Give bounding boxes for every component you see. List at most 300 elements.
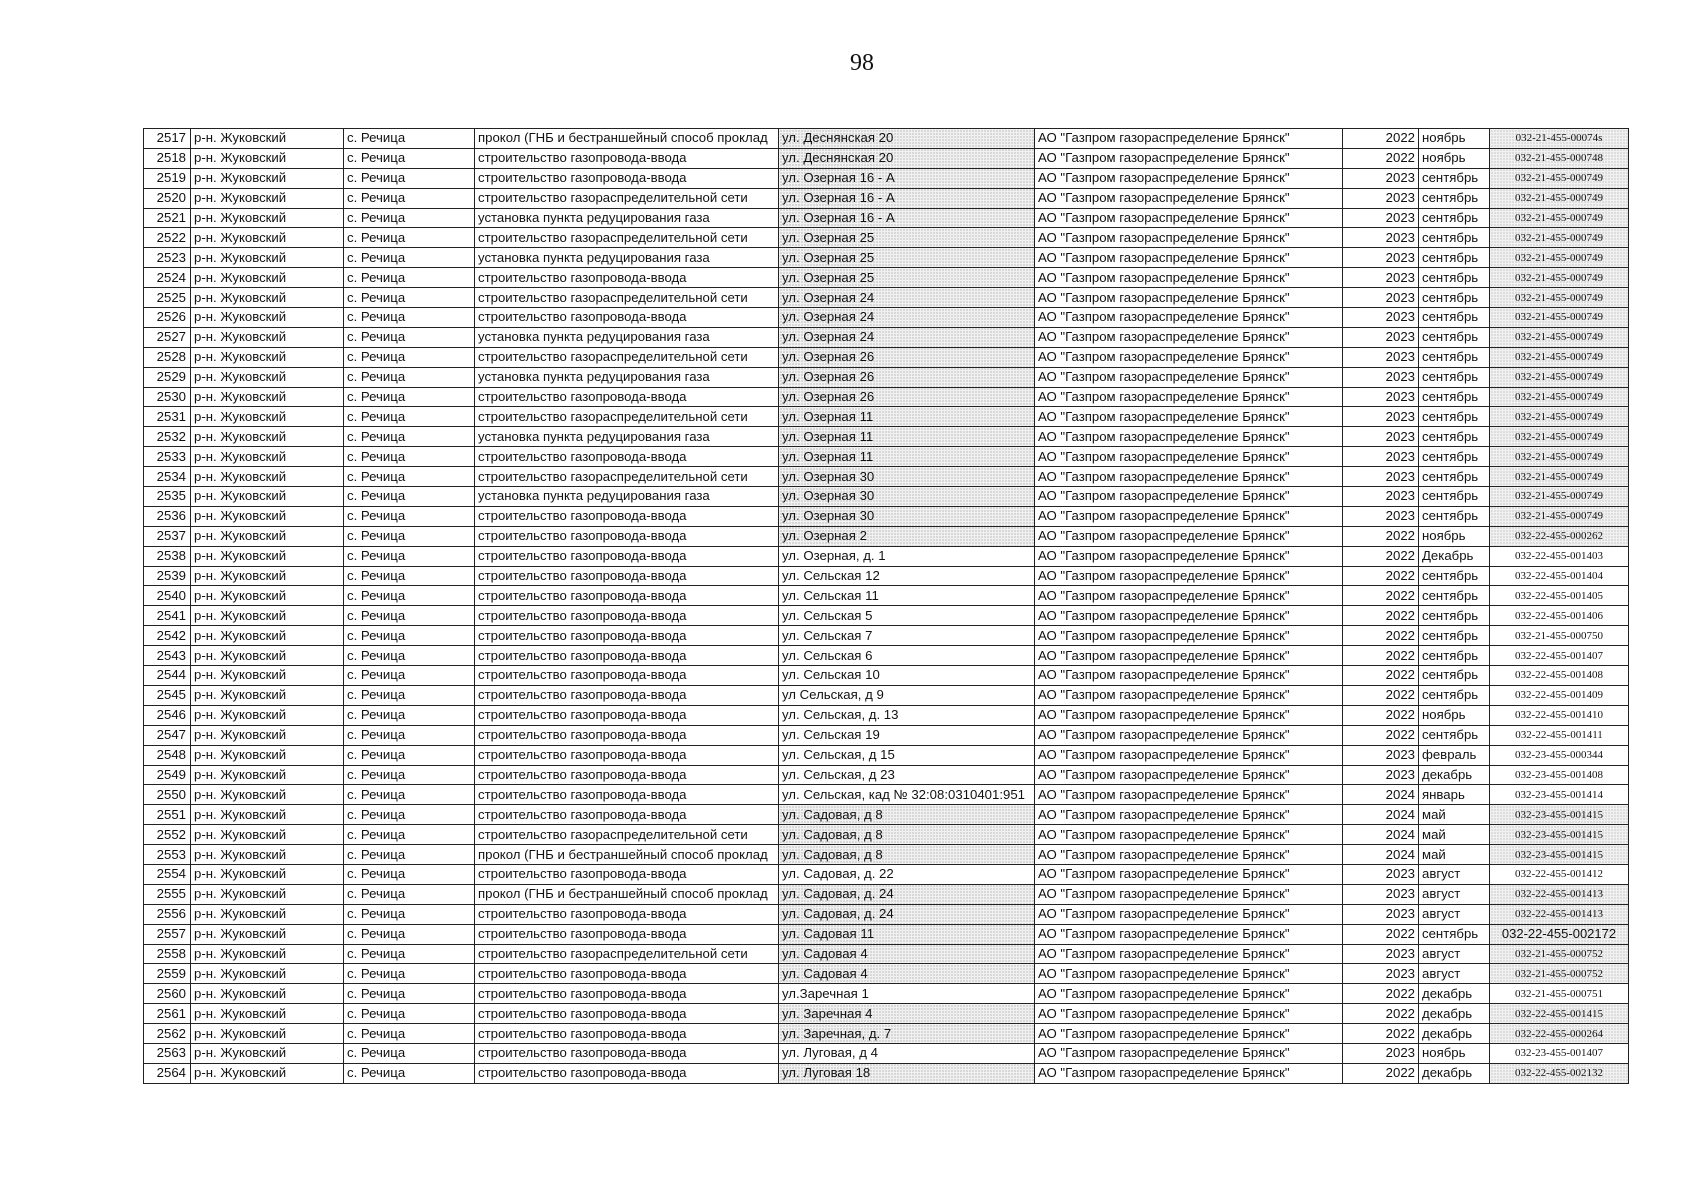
- organization-cell: АО "Газпром газораспределение Брянск": [1035, 725, 1343, 745]
- month-cell: декабрь: [1419, 984, 1490, 1004]
- year-cell: 2023: [1343, 168, 1419, 188]
- address-cell: ул.Заречная 1: [779, 984, 1035, 1004]
- month-cell: май: [1419, 805, 1490, 825]
- month-cell: январь: [1419, 785, 1490, 805]
- work-type-cell: установка пункта редуцирования газа: [475, 248, 779, 268]
- year-cell: 2022: [1343, 626, 1419, 646]
- row-number: 2526: [144, 308, 191, 328]
- permit-code-cell: 032-22-455-001412: [1490, 864, 1629, 884]
- organization-cell: АО "Газпром газораспределение Брянск": [1035, 288, 1343, 308]
- year-cell: 2022: [1343, 1024, 1419, 1044]
- table-row: [144, 884, 1629, 904]
- address-cell: ул. Садовая 4: [779, 944, 1035, 964]
- table-row: [144, 148, 1629, 168]
- village-cell: с. Речица: [344, 168, 475, 188]
- year-cell: 2023: [1343, 447, 1419, 467]
- district-cell: р-н. Жуковский: [191, 725, 344, 745]
- row-number: 2553: [144, 845, 191, 865]
- work-type-cell: строительство газопровода-ввода: [475, 924, 779, 944]
- work-type-cell: строительство газопровода-ввода: [475, 546, 779, 566]
- table-row: [144, 666, 1629, 686]
- address-cell: ул. Озерная 24: [779, 308, 1035, 328]
- year-cell: 2022: [1343, 984, 1419, 1004]
- work-type-cell: строительство газопровода-ввода: [475, 506, 779, 526]
- address-cell: ул. Озерная 11: [779, 447, 1035, 467]
- permit-code-cell: 032-22-455-001413: [1490, 884, 1629, 904]
- year-cell: 2024: [1343, 785, 1419, 805]
- village-cell: с. Речица: [344, 984, 475, 1004]
- year-cell: 2022: [1343, 1004, 1419, 1024]
- district-cell: р-н. Жуковский: [191, 785, 344, 805]
- district-cell: р-н. Жуковский: [191, 268, 344, 288]
- work-type-cell: строительство газопровода-ввода: [475, 745, 779, 765]
- row-number: 2529: [144, 367, 191, 387]
- table-row: [144, 785, 1629, 805]
- work-type-cell: строительство газопровода-ввода: [475, 904, 779, 924]
- table-row: [144, 805, 1629, 825]
- district-cell: р-н. Жуковский: [191, 407, 344, 427]
- table-row: [144, 825, 1629, 845]
- table-row: [144, 129, 1629, 149]
- table-row: [144, 1043, 1629, 1063]
- district-cell: р-н. Жуковский: [191, 487, 344, 507]
- organization-cell: АО "Газпром газораспределение Брянск": [1035, 467, 1343, 487]
- table-row: [144, 586, 1629, 606]
- organization-cell: АО "Газпром газораспределение Брянск": [1035, 825, 1343, 845]
- address-cell: ул. Сельская 12: [779, 566, 1035, 586]
- organization-cell: АО "Газпром газораспределение Брянск": [1035, 845, 1343, 865]
- row-number: 2537: [144, 526, 191, 546]
- organization-cell: АО "Газпром газораспределение Брянск": [1035, 407, 1343, 427]
- work-type-cell: установка пункта редуцирования газа: [475, 427, 779, 447]
- district-cell: р-н. Жуковский: [191, 546, 344, 566]
- district-cell: р-н. Жуковский: [191, 1024, 344, 1044]
- district-cell: р-н. Жуковский: [191, 765, 344, 785]
- table-row: [144, 1063, 1629, 1083]
- address-cell: ул. Озерная 26: [779, 387, 1035, 407]
- row-number: 2542: [144, 626, 191, 646]
- year-cell: 2023: [1343, 884, 1419, 904]
- year-cell: 2023: [1343, 327, 1419, 347]
- address-cell: ул. Сельская 5: [779, 606, 1035, 626]
- row-number: 2533: [144, 447, 191, 467]
- organization-cell: АО "Газпром газораспределение Брянск": [1035, 626, 1343, 646]
- year-cell: 2024: [1343, 805, 1419, 825]
- organization-cell: АО "Газпром газораспределение Брянск": [1035, 646, 1343, 666]
- organization-cell: АО "Газпром газораспределение Брянск": [1035, 129, 1343, 149]
- village-cell: с. Речица: [344, 705, 475, 725]
- work-type-cell: строительство газопровода-ввода: [475, 1024, 779, 1044]
- permit-code-cell: 032-22-455-002172: [1490, 924, 1629, 944]
- organization-cell: АО "Газпром газораспределение Брянск": [1035, 506, 1343, 526]
- district-cell: р-н. Жуковский: [191, 864, 344, 884]
- month-cell: сентябрь: [1419, 387, 1490, 407]
- address-cell: ул. Сельская, д 23: [779, 765, 1035, 785]
- village-cell: с. Речица: [344, 288, 475, 308]
- address-cell: ул. Озерная 26: [779, 347, 1035, 367]
- month-cell: май: [1419, 845, 1490, 865]
- district-cell: р-н. Жуковский: [191, 208, 344, 228]
- district-cell: р-н. Жуковский: [191, 188, 344, 208]
- row-number: 2530: [144, 387, 191, 407]
- address-cell: ул. Садовая, д. 22: [779, 864, 1035, 884]
- month-cell: сентябрь: [1419, 407, 1490, 427]
- district-cell: р-н. Жуковский: [191, 248, 344, 268]
- row-number: 2524: [144, 268, 191, 288]
- table-row: [144, 685, 1629, 705]
- address-cell: ул. Озерная 25: [779, 268, 1035, 288]
- year-cell: 2023: [1343, 427, 1419, 447]
- organization-cell: АО "Газпром газораспределение Брянск": [1035, 347, 1343, 367]
- table-row: [144, 407, 1629, 427]
- row-number: 2550: [144, 785, 191, 805]
- row-number: 2559: [144, 964, 191, 984]
- permit-code-cell: 032-21-455-000749: [1490, 427, 1629, 447]
- district-cell: р-н. Жуковский: [191, 228, 344, 248]
- year-cell: 2023: [1343, 208, 1419, 228]
- row-number: 2540: [144, 586, 191, 606]
- work-type-cell: строительство газопровода-ввода: [475, 308, 779, 328]
- row-number: 2541: [144, 606, 191, 626]
- permit-code-cell: 032-21-455-000749: [1490, 248, 1629, 268]
- table-row: [144, 626, 1629, 646]
- district-cell: р-н. Жуковский: [191, 884, 344, 904]
- year-cell: 2023: [1343, 188, 1419, 208]
- permit-code-cell: 032-22-455-001413: [1490, 904, 1629, 924]
- permit-code-cell: 032-23-455-001415: [1490, 845, 1629, 865]
- row-number: 2520: [144, 188, 191, 208]
- work-type-cell: строительство газопровода-ввода: [475, 964, 779, 984]
- work-type-cell: установка пункта редуцирования газа: [475, 327, 779, 347]
- table-row: [144, 924, 1629, 944]
- table-row: [144, 308, 1629, 328]
- work-type-cell: строительство газопровода-ввода: [475, 705, 779, 725]
- year-cell: 2022: [1343, 129, 1419, 149]
- address-cell: ул. Сельская 11: [779, 586, 1035, 606]
- district-cell: р-н. Жуковский: [191, 168, 344, 188]
- table-row: [144, 566, 1629, 586]
- work-type-cell: строительство газопровода-ввода: [475, 805, 779, 825]
- organization-cell: АО "Газпром газораспределение Брянск": [1035, 327, 1343, 347]
- work-type-cell: строительство газораспределительной сети: [475, 467, 779, 487]
- organization-cell: АО "Газпром газораспределение Брянск": [1035, 248, 1343, 268]
- month-cell: август: [1419, 864, 1490, 884]
- table-row: [144, 944, 1629, 964]
- village-cell: с. Речица: [344, 407, 475, 427]
- village-cell: с. Речица: [344, 268, 475, 288]
- address-cell: ул. Луговая, д 4: [779, 1043, 1035, 1063]
- village-cell: с. Речица: [344, 944, 475, 964]
- year-cell: 2023: [1343, 904, 1419, 924]
- district-cell: р-н. Жуковский: [191, 626, 344, 646]
- village-cell: с. Речица: [344, 626, 475, 646]
- organization-cell: АО "Газпром газораспределение Брянск": [1035, 586, 1343, 606]
- address-cell: ул. Озерная 16 - А: [779, 208, 1035, 228]
- address-cell: ул. Сельская, д. 13: [779, 705, 1035, 725]
- permit-code-cell: 032-21-455-000752: [1490, 944, 1629, 964]
- month-cell: декабрь: [1419, 765, 1490, 785]
- address-cell: ул. Озерная 11: [779, 427, 1035, 447]
- address-cell: ул. Деснянская 20: [779, 148, 1035, 168]
- district-cell: р-н. Жуковский: [191, 586, 344, 606]
- row-number: 2557: [144, 924, 191, 944]
- permit-code-cell: 032-22-455-001408: [1490, 666, 1629, 686]
- organization-cell: АО "Газпром газораспределение Брянск": [1035, 566, 1343, 586]
- district-cell: р-н. Жуковский: [191, 367, 344, 387]
- work-type-cell: строительство газопровода-ввода: [475, 1043, 779, 1063]
- month-cell: сентябрь: [1419, 586, 1490, 606]
- organization-cell: АО "Газпром газораспределение Брянск": [1035, 944, 1343, 964]
- village-cell: с. Речица: [344, 825, 475, 845]
- month-cell: сентябрь: [1419, 208, 1490, 228]
- district-cell: р-н. Жуковский: [191, 646, 344, 666]
- table-row: [144, 705, 1629, 725]
- district-cell: р-н. Жуковский: [191, 964, 344, 984]
- work-type-cell: строительство газопровода-ввода: [475, 785, 779, 805]
- address-cell: ул. Сельская, д 15: [779, 745, 1035, 765]
- permit-code-cell: 032-21-455-000749: [1490, 308, 1629, 328]
- work-type-cell: строительство газораспределительной сети: [475, 825, 779, 845]
- village-cell: с. Речица: [344, 447, 475, 467]
- year-cell: 2022: [1343, 586, 1419, 606]
- organization-cell: АО "Газпром газораспределение Брянск": [1035, 208, 1343, 228]
- month-cell: сентябрь: [1419, 228, 1490, 248]
- address-cell: ул. Сельская 10: [779, 666, 1035, 686]
- permit-code-cell: 032-22-455-001409: [1490, 685, 1629, 705]
- permit-code-cell: 032-21-455-000749: [1490, 327, 1629, 347]
- permit-code-cell: 032-21-455-000748: [1490, 148, 1629, 168]
- work-type-cell: строительство газораспределительной сети: [475, 188, 779, 208]
- permit-code-cell: 032-22-455-001406: [1490, 606, 1629, 626]
- row-number: 2525: [144, 288, 191, 308]
- village-cell: с. Речица: [344, 487, 475, 507]
- address-cell: ул. Озерная 16 - А: [779, 168, 1035, 188]
- row-number: 2536: [144, 506, 191, 526]
- month-cell: февраль: [1419, 745, 1490, 765]
- year-cell: 2022: [1343, 546, 1419, 566]
- permit-code-cell: 032-21-455-000749: [1490, 447, 1629, 467]
- district-cell: р-н. Жуковский: [191, 447, 344, 467]
- month-cell: август: [1419, 964, 1490, 984]
- permit-code-cell: 032-22-455-001403: [1490, 546, 1629, 566]
- address-cell: ул. Сельская 6: [779, 646, 1035, 666]
- work-type-cell: строительство газопровода-ввода: [475, 526, 779, 546]
- month-cell: сентябрь: [1419, 924, 1490, 944]
- work-type-cell: строительство газопровода-ввода: [475, 685, 779, 705]
- permit-code-cell: 032-21-455-000752: [1490, 964, 1629, 984]
- organization-cell: АО "Газпром газораспределение Брянск": [1035, 427, 1343, 447]
- work-type-cell: строительство газопровода-ввода: [475, 646, 779, 666]
- row-number: 2521: [144, 208, 191, 228]
- district-cell: р-н. Жуковский: [191, 944, 344, 964]
- permit-code-cell: 032-23-455-001415: [1490, 805, 1629, 825]
- organization-cell: АО "Газпром газораспределение Брянск": [1035, 884, 1343, 904]
- permit-code-cell: 032-23-455-000344: [1490, 745, 1629, 765]
- district-cell: р-н. Жуковский: [191, 327, 344, 347]
- address-cell: ул. Заречная, д. 7: [779, 1024, 1035, 1044]
- permit-code-cell: 032-22-455-002132: [1490, 1063, 1629, 1083]
- village-cell: с. Речица: [344, 1024, 475, 1044]
- table-row: [144, 387, 1629, 407]
- month-cell: сентябрь: [1419, 168, 1490, 188]
- organization-cell: АО "Газпром газораспределение Брянск": [1035, 308, 1343, 328]
- work-type-cell: строительство газопровода-ввода: [475, 586, 779, 606]
- permit-code-cell: 032-22-455-001411: [1490, 725, 1629, 745]
- year-cell: 2023: [1343, 367, 1419, 387]
- village-cell: с. Речица: [344, 367, 475, 387]
- month-cell: декабрь: [1419, 1004, 1490, 1024]
- district-cell: р-н. Жуковский: [191, 845, 344, 865]
- address-cell: ул. Садовая, д. 24: [779, 884, 1035, 904]
- address-cell: ул. Луговая 18: [779, 1063, 1035, 1083]
- organization-cell: АО "Газпром газораспределение Брянск": [1035, 268, 1343, 288]
- permit-code-cell: 032-21-455-000749: [1490, 268, 1629, 288]
- district-cell: р-н. Жуковский: [191, 347, 344, 367]
- district-cell: р-н. Жуковский: [191, 984, 344, 1004]
- table-row: [144, 268, 1629, 288]
- table-row: [144, 845, 1629, 865]
- permit-code-cell: 032-21-455-000749: [1490, 407, 1629, 427]
- work-type-cell: строительство газопровода-ввода: [475, 447, 779, 467]
- work-type-cell: строительство газораспределительной сети: [475, 288, 779, 308]
- table-row: [144, 506, 1629, 526]
- permit-code-cell: 032-23-455-001407: [1490, 1043, 1629, 1063]
- month-cell: сентябрь: [1419, 347, 1490, 367]
- work-type-cell: строительство газопровода-ввода: [475, 566, 779, 586]
- village-cell: с. Речица: [344, 1004, 475, 1024]
- table-row: [144, 646, 1629, 666]
- row-number: 2549: [144, 765, 191, 785]
- month-cell: сентябрь: [1419, 487, 1490, 507]
- permit-code-cell: 032-21-455-000749: [1490, 208, 1629, 228]
- row-number: 2544: [144, 666, 191, 686]
- village-cell: с. Речица: [344, 745, 475, 765]
- address-cell: ул. Садовая, д 8: [779, 805, 1035, 825]
- row-number: 2564: [144, 1063, 191, 1083]
- permit-code-cell: 032-22-455-000264: [1490, 1024, 1629, 1044]
- year-cell: 2023: [1343, 268, 1419, 288]
- month-cell: сентябрь: [1419, 248, 1490, 268]
- village-cell: с. Речица: [344, 347, 475, 367]
- address-cell: ул. Садовая 4: [779, 964, 1035, 984]
- registry-table: [143, 128, 1629, 1084]
- permit-code-cell: 032-22-455-001410: [1490, 705, 1629, 725]
- village-cell: с. Речица: [344, 467, 475, 487]
- table-row: [144, 725, 1629, 745]
- village-cell: с. Речица: [344, 586, 475, 606]
- row-number: 2527: [144, 327, 191, 347]
- address-cell: ул. Сельская 7: [779, 626, 1035, 646]
- organization-cell: АО "Газпром газораспределение Брянск": [1035, 228, 1343, 248]
- row-number: 2531: [144, 407, 191, 427]
- village-cell: с. Речица: [344, 805, 475, 825]
- village-cell: с. Речица: [344, 765, 475, 785]
- month-cell: ноябрь: [1419, 1043, 1490, 1063]
- row-number: 2562: [144, 1024, 191, 1044]
- row-number: 2539: [144, 566, 191, 586]
- village-cell: с. Речица: [344, 864, 475, 884]
- organization-cell: АО "Газпром газораспределение Брянск": [1035, 606, 1343, 626]
- work-type-cell: установка пункта редуцирования газа: [475, 208, 779, 228]
- village-cell: с. Речица: [344, 526, 475, 546]
- month-cell: август: [1419, 944, 1490, 964]
- year-cell: 2023: [1343, 487, 1419, 507]
- permit-code-cell: 032-21-455-000749: [1490, 188, 1629, 208]
- district-cell: р-н. Жуковский: [191, 526, 344, 546]
- work-type-cell: строительство газопровода-ввода: [475, 148, 779, 168]
- address-cell: ул. Озерная 30: [779, 487, 1035, 507]
- table-row: [144, 606, 1629, 626]
- row-number: 2552: [144, 825, 191, 845]
- organization-cell: АО "Газпром газораспределение Брянск": [1035, 387, 1343, 407]
- village-cell: с. Речица: [344, 725, 475, 745]
- permit-code-cell: 032-21-455-00074s: [1490, 129, 1629, 149]
- district-cell: р-н. Жуковский: [191, 1043, 344, 1063]
- row-number: 2555: [144, 884, 191, 904]
- row-number: 2517: [144, 129, 191, 149]
- organization-cell: АО "Газпром газораспределение Брянск": [1035, 148, 1343, 168]
- row-number: 2534: [144, 467, 191, 487]
- permit-code-cell: 032-21-455-000749: [1490, 467, 1629, 487]
- work-type-cell: установка пункта редуцирования газа: [475, 367, 779, 387]
- permit-code-cell: 032-21-455-000751: [1490, 984, 1629, 1004]
- year-cell: 2023: [1343, 228, 1419, 248]
- address-cell: ул. Садовая 11: [779, 924, 1035, 944]
- table-row: [144, 228, 1629, 248]
- year-cell: 2022: [1343, 566, 1419, 586]
- address-cell: ул. Озерная 2: [779, 526, 1035, 546]
- village-cell: с. Речица: [344, 248, 475, 268]
- village-cell: с. Речица: [344, 646, 475, 666]
- organization-cell: АО "Газпром газораспределение Брянск": [1035, 964, 1343, 984]
- year-cell: 2023: [1343, 864, 1419, 884]
- address-cell: ул. Озерная 24: [779, 288, 1035, 308]
- month-cell: сентябрь: [1419, 566, 1490, 586]
- village-cell: с. Речица: [344, 606, 475, 626]
- table-row: [144, 745, 1629, 765]
- village-cell: с. Речица: [344, 685, 475, 705]
- row-number: 2560: [144, 984, 191, 1004]
- organization-cell: АО "Газпром газораспределение Брянск": [1035, 1063, 1343, 1083]
- village-cell: с. Речица: [344, 427, 475, 447]
- month-cell: ноябрь: [1419, 148, 1490, 168]
- village-cell: с. Речица: [344, 1063, 475, 1083]
- village-cell: с. Речица: [344, 924, 475, 944]
- row-number: 2532: [144, 427, 191, 447]
- permit-code-cell: 032-21-455-000749: [1490, 506, 1629, 526]
- organization-cell: АО "Газпром газораспределение Брянск": [1035, 1024, 1343, 1044]
- address-cell: ул. Озерная 11: [779, 407, 1035, 427]
- year-cell: 2022: [1343, 685, 1419, 705]
- address-cell: ул. Озерная 25: [779, 248, 1035, 268]
- row-number: 2545: [144, 685, 191, 705]
- permit-code-cell: 032-21-455-000749: [1490, 367, 1629, 387]
- year-cell: 2023: [1343, 944, 1419, 964]
- work-type-cell: строительство газопровода-ввода: [475, 725, 779, 745]
- district-cell: р-н. Жуковский: [191, 427, 344, 447]
- table-row: [144, 367, 1629, 387]
- month-cell: сентябрь: [1419, 467, 1490, 487]
- permit-code-cell: 032-22-455-001405: [1490, 586, 1629, 606]
- organization-cell: АО "Газпром газораспределение Брянск": [1035, 1004, 1343, 1024]
- year-cell: 2023: [1343, 506, 1419, 526]
- organization-cell: АО "Газпром газораспределение Брянск": [1035, 526, 1343, 546]
- district-cell: р-н. Жуковский: [191, 745, 344, 765]
- address-cell: ул. Садовая, д 8: [779, 825, 1035, 845]
- village-cell: с. Речица: [344, 566, 475, 586]
- year-cell: 2023: [1343, 387, 1419, 407]
- table-row: [144, 168, 1629, 188]
